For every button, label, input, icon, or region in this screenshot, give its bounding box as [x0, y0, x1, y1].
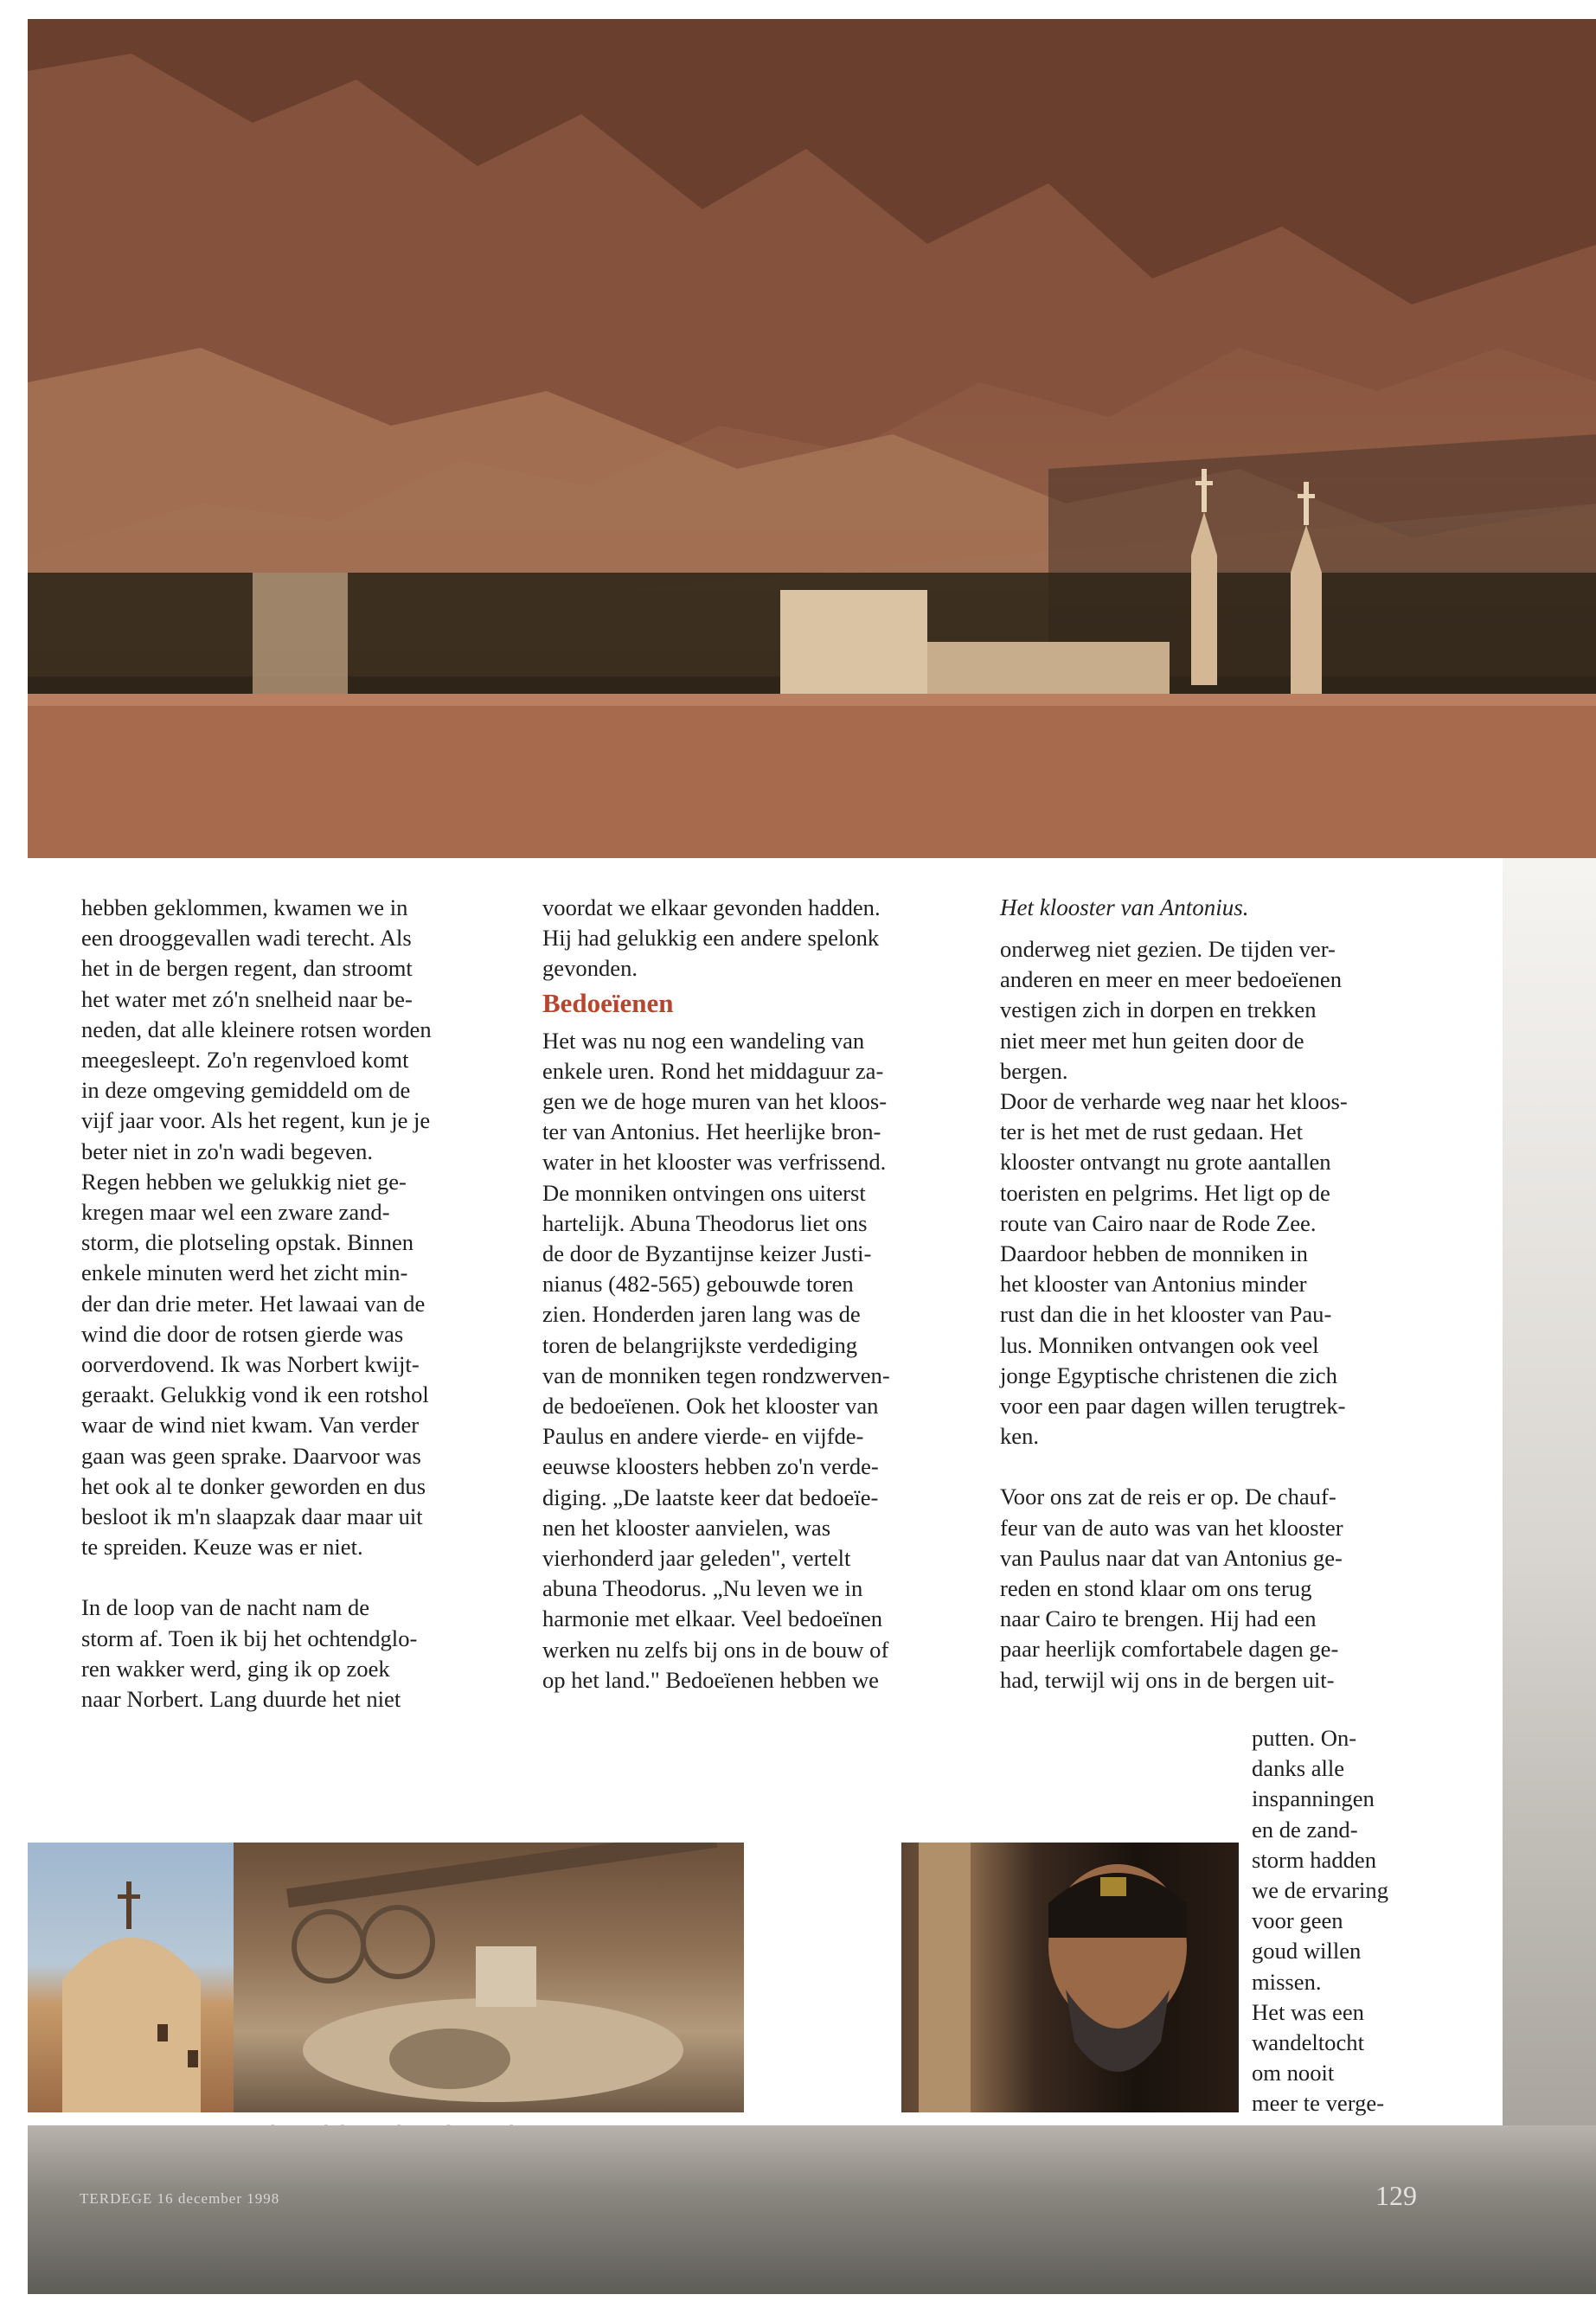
mill-hopper: [476, 1946, 536, 2007]
column-2-paragraph-2: Het was nu nog een wandeling van enkele uren. Rond het middaguur za- gen we de hoge muren van het kloos- ter van Antonius. Het heerlijke bron- water in het klooster was verfrissend. De monniken ontvingen ons uiterst hartelijk. Abuna Theodorus liet ons de door de Byzantijnse keizer Justi- nianus (482-565) gebouwde toren zien. Honderden jaren lang was de toren de belangrijkste verdediging van de monniken tegen rondzwerven- de bedoeïenen. Ook het klooster van Paulus en andere vierde- en vijfde- eeuwse kloosters hebben zo'n verde- diging. „De laatste keer dat bedoeïe- nen het klooster aanvielen, was vierhonderd jaar geleden", vertelt abuna Theodorus. „Nu leven we in harmonie met elkaar. Veel bedoeïnen werken nu zelfs bij ons in de bouw of op het land." Bedoeïenen hebben we: [542, 1027, 890, 1693]
footer-rock-strip: [28, 2125, 1596, 2294]
page: [28, 19, 1596, 2294]
millstone-wheel: [389, 2029, 510, 2089]
column-1-paragraph-1: hebben geklommen, kwamen we in een drooggevallen wadi terecht. Als het in de bergen regent, dan stroomt het water met zó'n snelheid naar be- neden, dat alle kleinere rotsen worden meegesleept. Zo'n regenvloed komt in deze omgeving gemiddeld om de vijf jaar voor. Als het regent, kun je je beter niet in zo'n wadi begeven. Regen hebben we gelukkig niet ge- kregen maar wel een zware zand- storm, die plotseling opstak. Binnen enkele minuten werd het zicht min- der dan drie meter. Het lawaai van de wind die door de rotsen gierde was oorverdovend. Ik was Norbert kwijt- geraakt. Gelukkig vond ik een rotshol waar de wind niet kwam. Van verder gaan was geen sprake. Daarvoor was het ook al te donker geworden en dus besloot ik m'n slaapzak daar maar uit te spreiden. Keuze was er niet.: [81, 894, 432, 1561]
column-1-paragraph-2: In de loop van de nacht nam de storm af. Toen ik bij het ochtendglo- ren wakker werd, ging ik op zoek naar Norbert. Lang duurde het niet: [81, 1594, 418, 1713]
page-number: 129: [1375, 2180, 1417, 2211]
dome-building: [62, 1938, 201, 2112]
right-photo-strip: [1503, 858, 1596, 2125]
caption-monastery: Het klooster van Antonius.: [1000, 894, 1249, 920]
article-column-3-continued: [1252, 1723, 1459, 2150]
column-3-paragraph-3: putten. On- danks alle inspanningen en de zand- storm hadden we de ervaring voor geen goud willen missen. Het was een wandeltocht om nooit meer te verge-: [1252, 1725, 1389, 2117]
article-column-3: [1000, 934, 1484, 1695]
cross-right-icon: [1304, 482, 1309, 525]
monastery-tower: [780, 590, 927, 694]
photo-chapel-dome: [28, 1843, 234, 2112]
article-column-1: [81, 893, 566, 1715]
column-3-paragraph-1: onderweg niet gezien. De tijden ver- anderen en meer en meer bedoeïenen vestigen zich in dorpen en trekken niet meer met hun geiten door de bergen. Door de verharde weg naar het kloos- ter is het met de rust gedaan. Het klooster ontvangt nu grote aantallen toeristen en pelgrims. Het ligt op de route van Cairo naar de Rode Zee. Daardoor hebben de monniken in het klooster van Antonius minder rust dan die in het klooster van Pau- lus. Monniken ontvangen ook veel jonge Egyptische christenen die zich voor een paar dagen willen terugtrek- ken.: [1000, 936, 1348, 1450]
dome-cross-icon: [126, 1881, 131, 1929]
hood-cross-emblem: [1100, 1877, 1126, 1896]
section-heading-bedoeienen: Bedoeïenen: [542, 987, 674, 1018]
photo-monk-portrait: [901, 1843, 1239, 2112]
photo-grain-mill: [234, 1843, 744, 2112]
spare-wheel-2: [363, 1907, 433, 1977]
monastery-left-building: [253, 573, 348, 694]
wooden-door-frame: [919, 1843, 971, 2112]
footer-magazine-issue: TERDEGE 16 december 1998: [80, 2190, 280, 2207]
mill-beam: [286, 1843, 717, 1907]
spare-wheel-1: [294, 1912, 363, 1981]
cross-left-icon: [1202, 469, 1207, 512]
column-3-paragraph-2: Voor ons zat de reis er op. De chauf- feur van de auto was van het klooster van Paulus naar dat van Antonius ge- reden en stond klaar om ons terug naar Cairo te brengen. Hij had een paar heerlijk comfortabele dagen ge- had, terwijl wij ons in de bergen uit-: [1000, 1484, 1343, 1693]
hero-photo-monastery: [28, 19, 1596, 858]
article-column-2: [542, 893, 1027, 1695]
monastery-wall-buildings: [927, 642, 1170, 694]
hero-photo-illustration: [28, 19, 1596, 858]
monastery-outer-wall: [28, 694, 1596, 858]
column-2-paragraph-1: voordat we elkaar gevonden hadden. Hij had gelukkig een andere spelonk gevonden.: [542, 894, 881, 982]
